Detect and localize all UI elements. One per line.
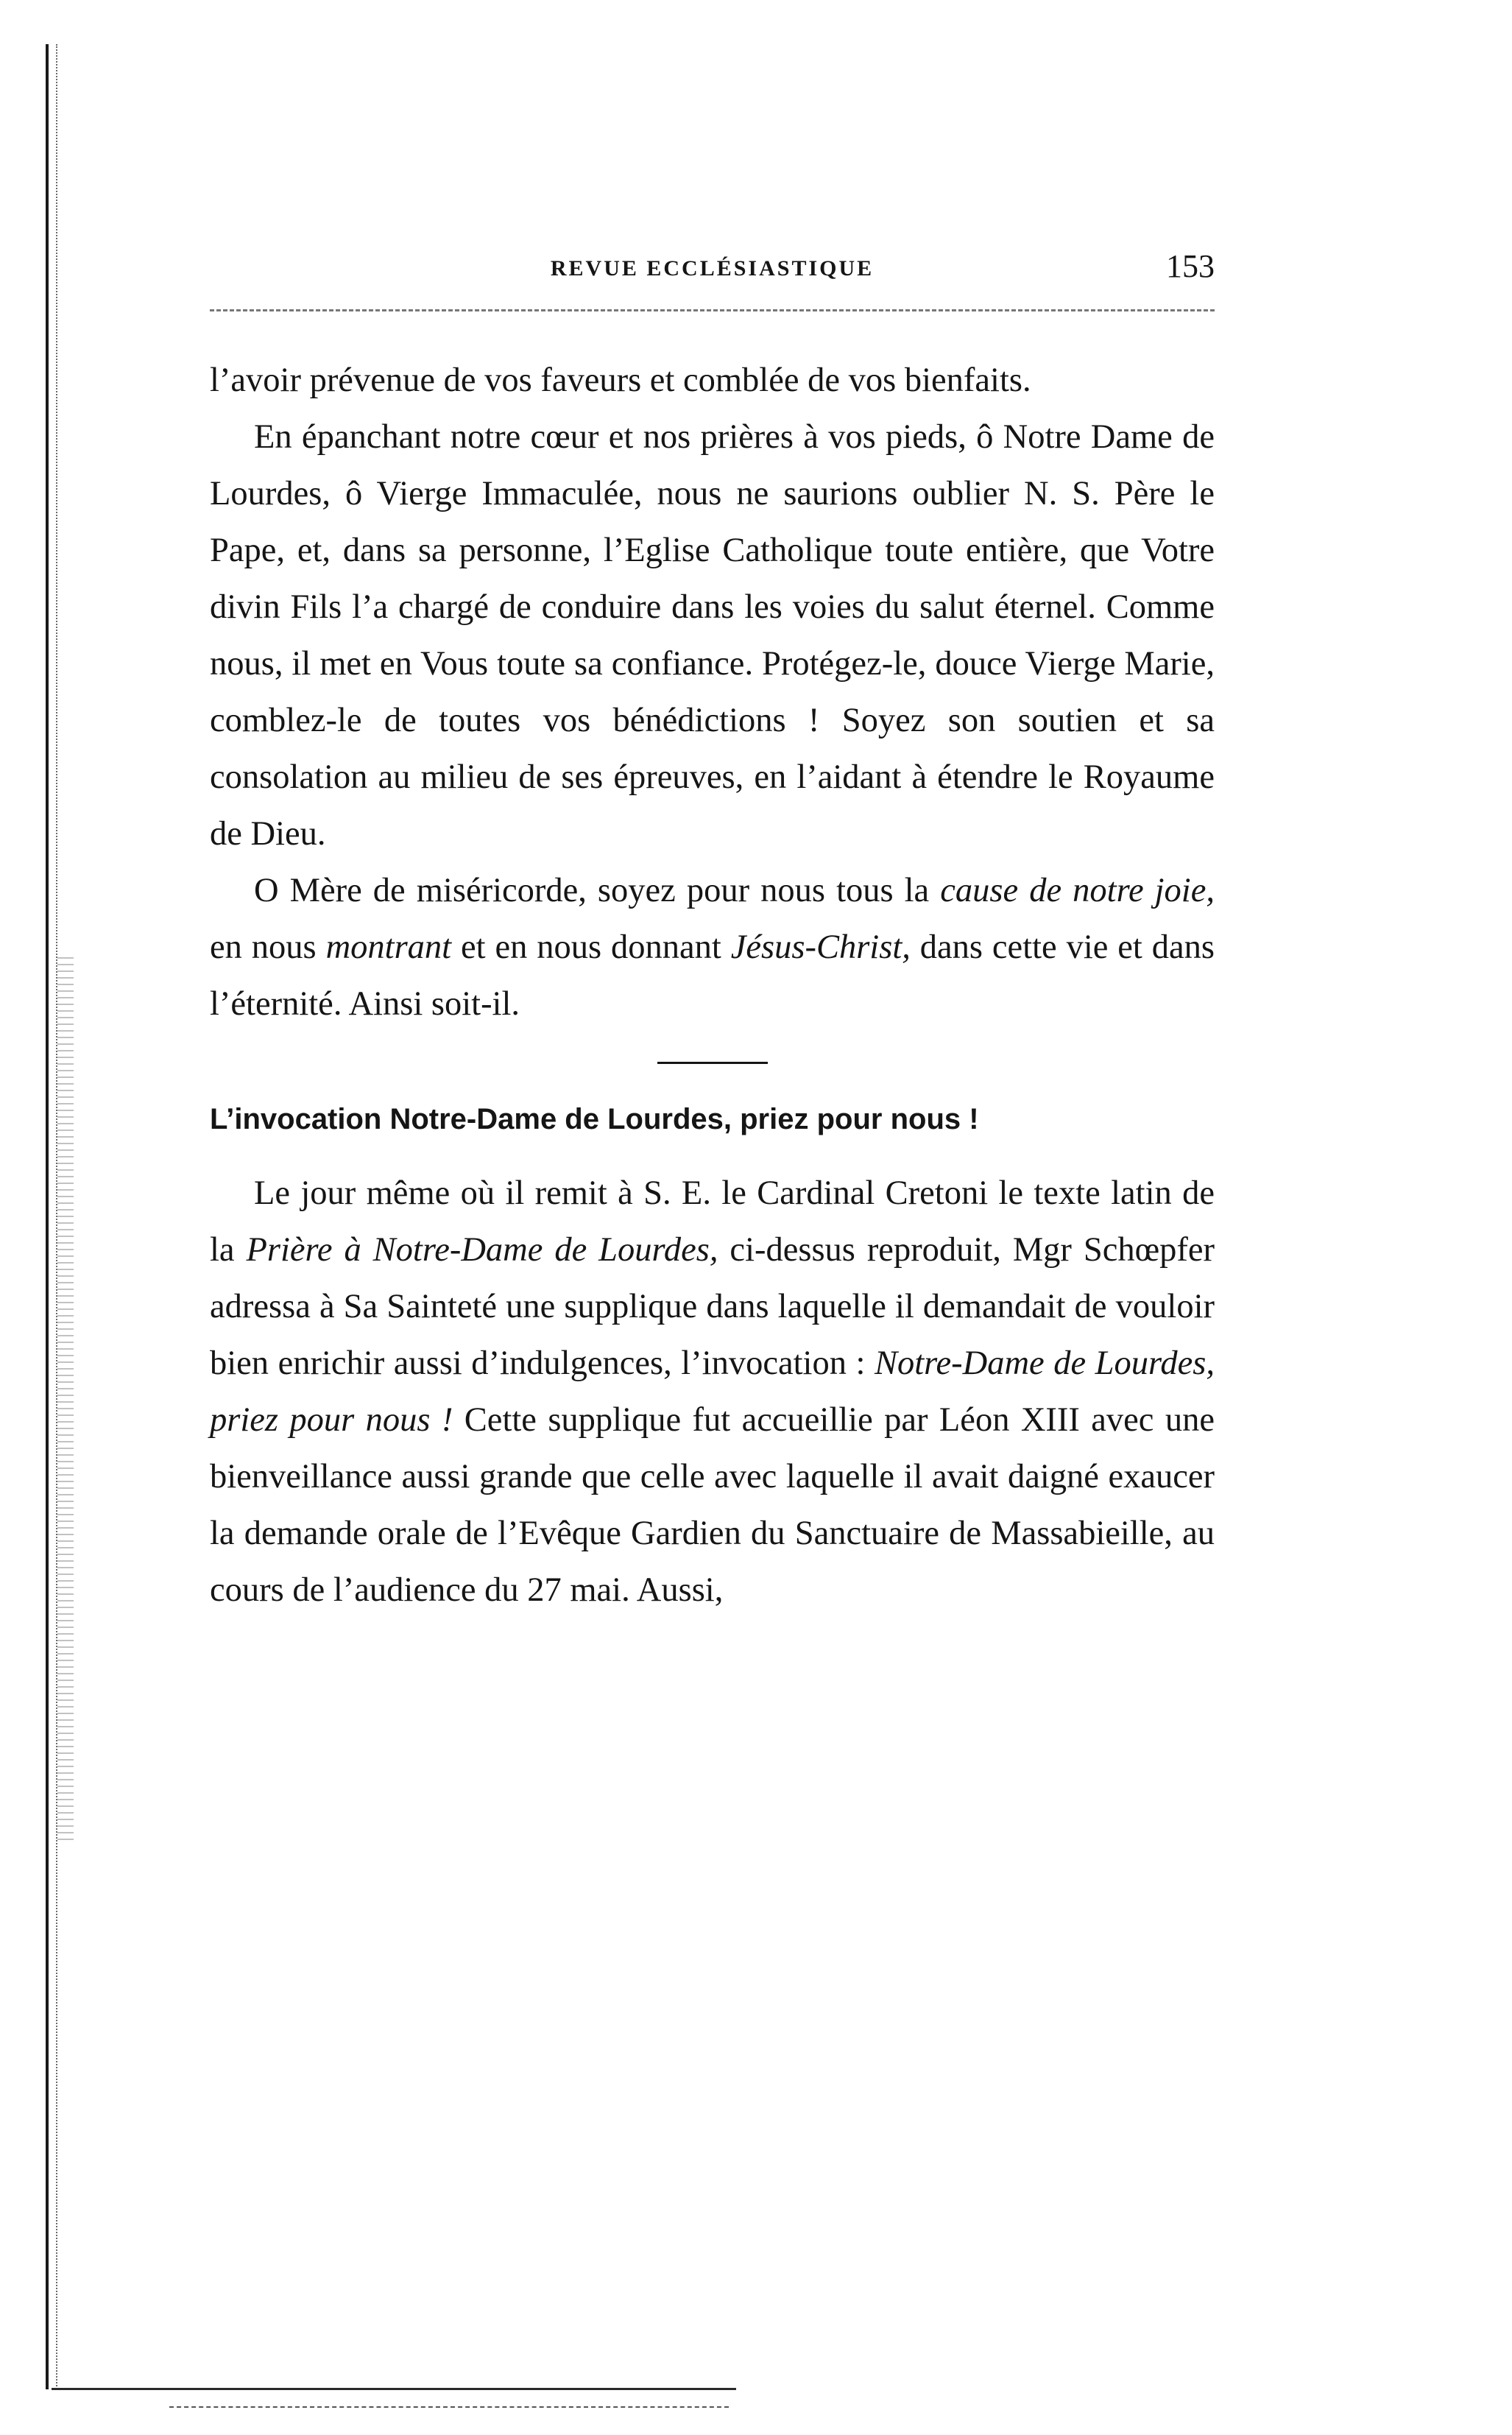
paragraph-3-part-d: dans cette vie et dans l’éternité. Ainsi soit-il. [210,928,1215,1023]
paragraph-3-italic-1: cause de notre joie, [940,872,1215,909]
section-paragraph-italic-2: Notre-Dame de Lourdes, priez pour nous ! [210,1345,1215,1439]
section-paragraph-part-b: ci-dessus reproduit, Mgr Schœpfer adressa à Sa Sainteté une supplique dans laquelle il demandait de vouloir bien enrichir aussi d’indulgences, l’invocation : [210,1231,1215,1382]
paragraph-2: En épanchant notre cœur et nos prières à vos pieds, ô Notre Dame de Lourdes, ô Vierge Immaculée, nous ne saurions oublier N. S. Père le Pape, et, dans sa personne, l’Eglise Catholique toute entière, que Votre divin Fils l’a chargé de conduire dans les voies du salut éternel. Comme nous, il met en Vous toute sa confiance. Protégez-le, douce Vierge Marie, comblez-le de toutes vos bénédictions ! Soyez son soutien et sa consolation au milieu de ses épreuves, en l’aidant à étendre le Royaume de Dieu. [210,418,1215,853]
paragraph-3-italic-2: montrant [325,928,452,966]
running-title: REVUE ECCLÉSIASTIQUE [550,256,875,281]
binding-speckle [57,957,74,1841]
page [210,243,1215,1618]
binding-edge [46,44,57,2389]
bottom-page-edge-shadow [169,2406,729,2408]
paragraph-3-part-a: O Mère de miséricorde, soyez pour nous tous la [254,872,941,909]
prayer-text [210,352,1215,1618]
paragraph-3-part-c: et en nous donnant [451,928,731,966]
paragraph-1: l’avoir prévenue de vos faveurs et comblée de vos bienfaits. [210,362,1031,399]
paragraph-3 [210,862,1215,1032]
page-number: 153 [1166,248,1215,284]
section-rule [657,1062,768,1064]
section-paragraph [210,1165,1215,1618]
paragraph-3-italic-3: Jésus-Christ, [730,928,911,966]
running-head [210,243,1215,287]
section-heading: L’invocation Notre-Dame de Lourdes, priez pour nous ! [210,1103,979,1135]
bottom-page-edge [52,2388,736,2390]
section-paragraph-part-c: Cette supplique fut accueillie par Léon XIII avec une bienveillance aussi grande que celle avec laquelle il avait daigné exaucer la demande orale de l’Evêque Gardien du Sanctuaire de Massabieille, au cours de l’audience du 27 mai. Aussi, [210,1401,1215,1609]
header-rule [210,309,1215,311]
paragraph-3-part-b: en nous [210,928,326,966]
section-paragraph-italic-1: Prière à Notre-Dame de Lourdes, [246,1231,718,1269]
section-paragraph-part-a: Le jour même où il remit à S. E. le Cardinal Cretoni le texte latin de la [210,1174,1215,1269]
